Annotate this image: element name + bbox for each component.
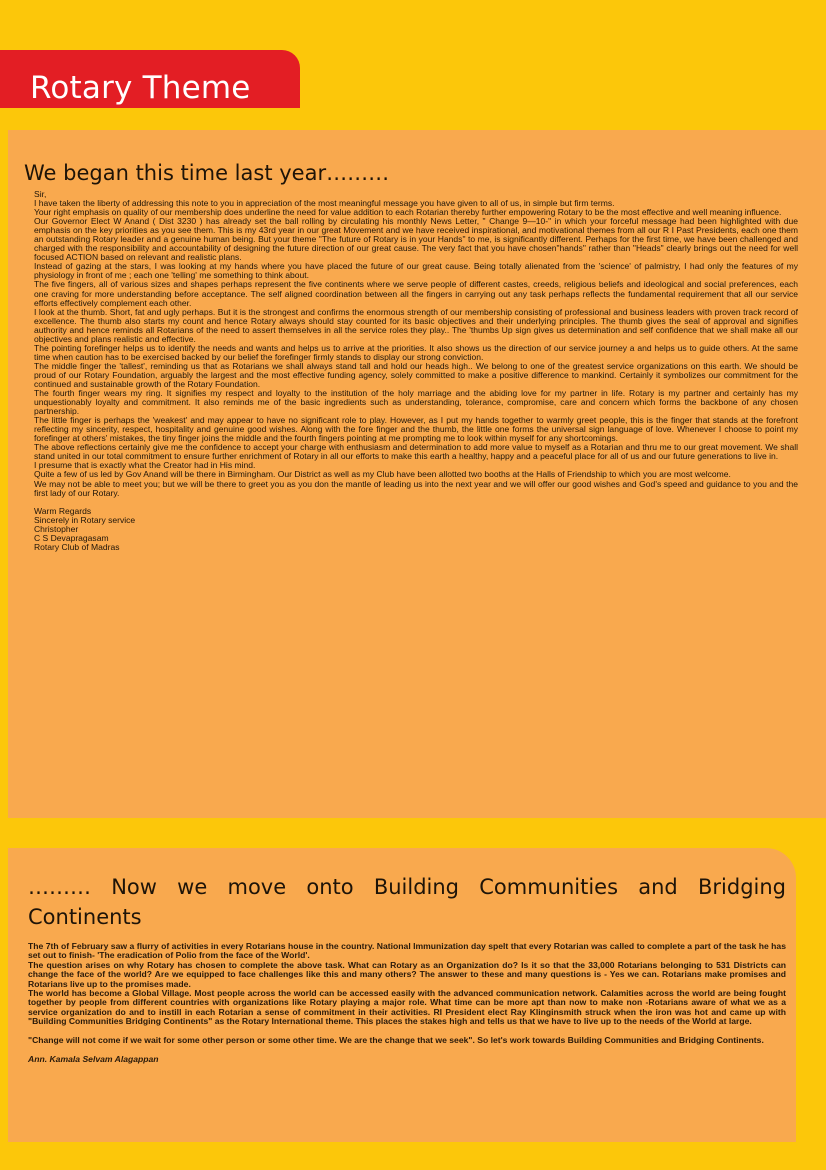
signature-line: Sincerely in Rotary service: [34, 514, 136, 525]
signature-line: Warm Regards: [34, 505, 92, 516]
theme-author: Ann. Kamala Selvam Alagappan: [28, 1054, 159, 1065]
letter-paragraph: The little finger is perhaps the 'weakest' and may appear to have no significant role to play. However, as I put my hands together to warmly greet people, this is the finger that stands at the forefront reflecting my sincerity, respect, hospitality and genuine good wishes. Along with the fore finger and the thumb, the little one forms the universal sign language of love. Whenever I choose to point my forefinger at others' mistakes, the tiny finger joins the middle and the fourth fingers pointing at me prompting me to look within myself for any shortcomings.: [34, 415, 798, 444]
theme-panel: [8, 848, 796, 1142]
letter-paragraph: Quite a few of us led by Gov Anand will be there in Birmingham. Our District as well as my Club have been allotted two booths at the Halls of Friendship to which you are most welcome.: [34, 469, 731, 480]
letter-paragraph: The fourth finger wears my ring. It signifies my respect and loyalty to the institution of the holy marriage and the abiding love for my partner in life. Rotary is my partner and certainly has my unquestionably loyalty and commitment. It also reminds me of the basic ingredients such as understanding, tolerance, compromise, care and concern which forms the backbone of any chosen partnership.: [34, 388, 798, 417]
theme-paragraph: The world has become a Global Village. Most people across the world can be accessed easily with the advanced communication network. Calamities across the world are being fought together by people from different countries with organizations like Rotary playing a major role. What time can be more apt than now to make non -Rotarians aware of what we as a service organization do and to instill in each Rotarian a sense of commitment in their activities. RI President elect Ray Klinginsmith struck when the iron was hot and came up with "Building Communities Bridging Continents" as the Rotary International theme. This places the stakes high and tells us that we have to live up to the needs of the World at large.: [28, 988, 786, 1027]
theme-paragraph: The question arises on why Rotary has chosen to complete the above task. What can Rotary as an Organization do? Is it so that the 33,000 Rotarians belonging to 531 Districts can change the face of the world? Are we equipped to face challenges like this and many others? The answer to these and many questions is - Yes we can. Rotarians make promises and Rotarians live up to the promises made.: [28, 959, 786, 989]
letter-paragraph: I presume that is exactly what the Creator had in His mind.: [34, 460, 256, 471]
theme-quote: "Change will not come if we wait for some other person or some other time. We are the change that we seek". So let's work towards Building Communities and Bridging Continents.: [28, 1034, 764, 1045]
letter-paragraph: I have taken the liberty of addressing this note to you in appreciation of the most meaningful message you have given to all of us, in simple but firm terms.: [34, 198, 615, 209]
theme-paragraph: The 7th of February saw a flurry of activities in every Rotarians house in the country. National Immunization day spelt that every Rotarian was called to complete a part of the task he has set out to finish- 'The eradication of Polio from the face of the World'.: [28, 941, 786, 961]
theme-body: [28, 942, 786, 1064]
letter-paragraph: Instead of gazing at the stars, I was looking at my hands where you have placed the future of our great cause. Being totally alienated from the 'science' of palmistry, I had only the features of my physiology in front of me ; each one 'telling' me something to think about.: [34, 261, 798, 281]
letter-body: [34, 190, 798, 552]
letter-paragraph: I look at the thumb. Short, fat and ugly perhaps. But it is the strongest and confirms the enormous strength of our membership consisting of professional and business leaders with proven track record of excellence. The thumb also starts my count and hence Rotary always should stay counted for its basic objectives and their underlying principles. The thumb gives the seal of approval and signifies authority and hence reminds all Rotarians of the need to assert themselves in all the service roles they play.. The 'thumbs Up sign gives us determination and self confidence that we shall make all our objectives and plans realistic and effective.: [34, 306, 798, 344]
letter-paragraph: The pointing forefinger helps us to identify the needs and wants and helps us to arrive at the priorities. It also shows us the direction of our service journey a and helps us to guide others. At the same time when caution has to be exercised backed by our belief the forefinger firmly stands to display our strong conviction.: [34, 342, 798, 362]
letter-heading: We began this time last year………: [24, 161, 390, 185]
letter-paragraph: Sir,: [34, 189, 47, 199]
letter-paragraph: Our Governor Elect W Anand ( Dist 3230 ) has already set the ball rolling by circulating his monthly News Letter, " Change 9—10-" in which your forceful message had been highlighted with due emphasis on the key priorities as you see them. This is my 43rd year in our great Movement and we have received inspirational, and motivational themes from all our R I Past Presidents, each one them an outstanding Rotary leader and a genuine human being. But your theme "The future of Rotary is in your Hands" to me, is significantly different. Perhaps for the first time, we have been challenged and charged with the responsibility and accountability of designing the future direction of our great cause. The very fact that you have chosen"hands" rather than "Heads" clearly brings out the need for well focused ACTION based on relevant and realistic plans.: [34, 216, 798, 263]
letter-paragraph: The above reflections certainly give me the confidence to accept your charge with enthusiasm and determination to add more value to myself as a Rotarian and thru me to our great movement. We shall stand united in our total commitment to ensure further enrichment of Rotary in all our efforts to make this earth a healthy, happy and a peaceful place for all of us and our future generations to live in.: [34, 442, 798, 462]
letter-paragraph: The middle finger the 'tallest', reminding us that as Rotarians we shall always stand tall and hold our heads high.. We belong to one of the greatest service organizations on this earth. We should be proud of our Rotary Foundation, arguably the largest and the most effective funding agency, solely committed to make a positive difference to mankind. Certainly it symbolizes our commitment for the continued and sustainable growth of the Rotary Foundation.: [34, 360, 798, 389]
letter-panel: [8, 130, 826, 818]
letter-paragraph: The five fingers, all of various sizes and shapes perhaps represent the five continents where we serve people of different castes, creeds, religious beliefs and ideological and social preferences, each one craving for more understanding before acceptance. The self aligned coordination between all the fingers in carrying out any task perhaps reflects the fundamental requirement that all our service efforts effectively complement each other.: [34, 279, 798, 308]
signature-line: Rotary Club of Madras: [34, 541, 120, 552]
signature-line: C S Devapragasam: [34, 532, 109, 543]
page-title: Rotary Theme: [30, 70, 251, 106]
signature-line: Christopher: [34, 523, 79, 534]
letter-paragraph: We may not be able to meet you; but we will be there to greet you as you don the mantle of leading us into the next year and we will offer our good wishes and God's speed and guidance to you and the first lady of our Rotary.: [34, 478, 798, 498]
letter-signature: [34, 507, 798, 552]
theme-heading: ……… Now we move onto Building Communities and Bridging Continents: [28, 875, 786, 929]
letter-paragraph: Your right emphasis on quality of our membership does underline the need for value addition to each Rotarian thereby further empowering Rotary to be the most effective and well meaning influence.: [34, 207, 782, 218]
